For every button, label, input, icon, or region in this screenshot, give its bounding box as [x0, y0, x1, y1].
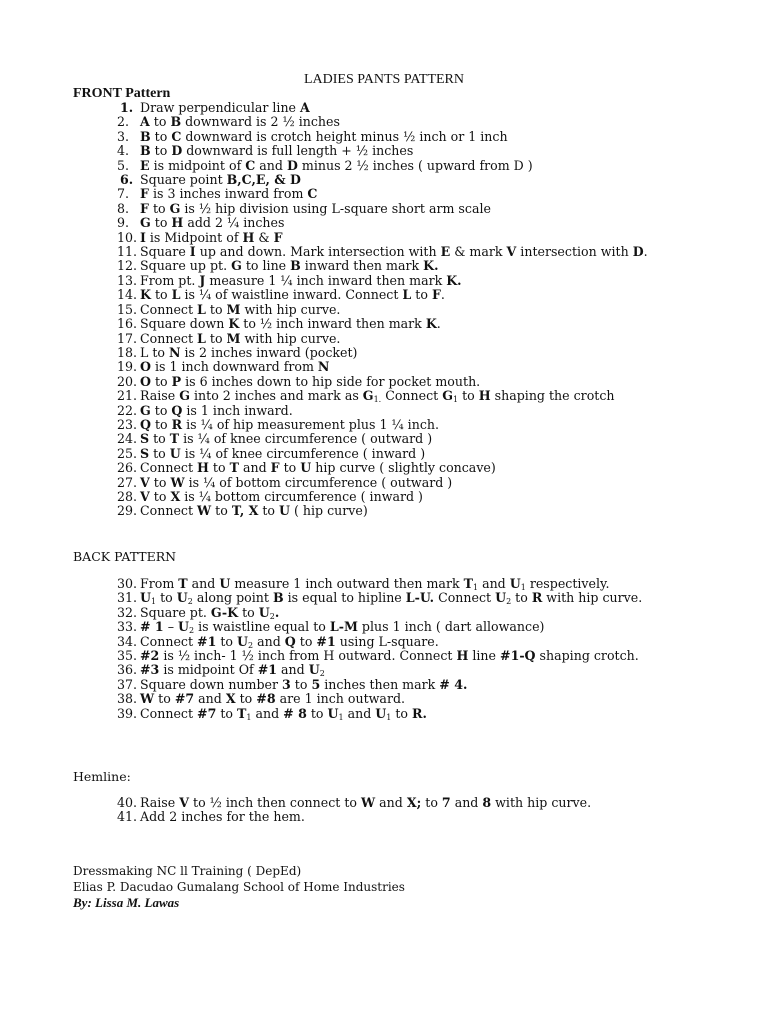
step-item — [117, 692, 682, 706]
step-text: Square up pt. G to line B inward then mark K. — [140, 258, 439, 274]
step-item — [117, 231, 682, 245]
step-text: Square point B,C,E, & D — [140, 172, 301, 188]
step-item — [117, 577, 682, 591]
step-item — [117, 303, 682, 317]
step-text: W to #7 and X to #8 are 1 inch outward. — [140, 691, 406, 707]
step-number: 7. — [117, 186, 130, 202]
back-steps-list — [117, 577, 682, 721]
step-item — [117, 115, 682, 129]
step-number: 25. — [117, 445, 138, 461]
step-text: #2 is ½ inch- 1 ½ inch from H outward. Connect H line #1-Q shaping crotch. — [140, 648, 639, 664]
front-steps-list — [117, 101, 682, 519]
step-number: 3. — [117, 128, 130, 144]
step-text: Add 2 inches for the hem. — [140, 809, 305, 825]
back-pattern-heading: BACK PATTERN — [73, 549, 177, 564]
step-number: 18. — [117, 344, 138, 360]
step-text: Square down number 3 to 5 inches then mark # 4. — [140, 676, 468, 692]
step-item — [117, 101, 682, 115]
step-item — [117, 810, 682, 824]
step-number: 34. — [117, 633, 138, 649]
step-text: Connect L to M with hip curve. — [140, 330, 341, 346]
step-number: 4. — [117, 143, 130, 159]
step-text: A to B downward is 2 ½ inches — [140, 114, 340, 130]
footer — [73, 864, 405, 911]
step-number: 40. — [117, 795, 138, 810]
step-item — [117, 216, 682, 230]
step-number: 12. — [117, 258, 138, 274]
step-item — [117, 620, 682, 634]
step-text: F to G is ½ hip division using L-square short arm scale — [140, 200, 491, 216]
step-item — [117, 259, 682, 273]
step-text: S to U is ¼ of knee circumference ( inward ) — [140, 445, 426, 461]
step-item — [117, 346, 682, 360]
step-number: 20. — [117, 373, 138, 389]
step-item — [117, 144, 682, 158]
step-item — [117, 504, 682, 518]
step-item — [117, 404, 682, 418]
step-text: #3 is midpoint Of #1 and $U_2$ — [140, 662, 325, 679]
step-number: 9. — [117, 215, 130, 231]
step-number: 1. — [120, 100, 134, 115]
step-item — [117, 663, 682, 677]
step-text: L to N is 2 inches inward (pocket) — [140, 344, 358, 360]
step-item — [117, 202, 682, 216]
step-text: Connect W to T, X to U ( hip curve) — [140, 503, 368, 519]
step-number: 8. — [117, 200, 130, 216]
step-number: 17. — [117, 330, 138, 346]
step-text: Connect L to M with hip curve. — [140, 301, 341, 317]
step-number: 22. — [117, 402, 138, 418]
step-item — [117, 173, 682, 187]
step-text: Raise G into 2 inches and mark as $G_{1.}$ Connect $G_1$ to H shaping the crotch — [140, 388, 615, 405]
step-item — [117, 649, 682, 663]
step-text: Square down K to ½ inch inward then mark K. — [140, 316, 441, 332]
step-text: From pt. J measure 1 ¼ inch inward then mark K. — [140, 272, 462, 288]
step-item — [117, 360, 682, 374]
hemline-heading: Hemline: — [73, 769, 131, 784]
step-text: Raise V to ½ inch then connect to W and X; to 7 and 8 with hip curve. — [140, 795, 592, 810]
step-number: 28. — [117, 488, 138, 504]
footer-school: Elias P. Dacudao Gumalang School of Home Industries — [73, 879, 405, 894]
step-number: 30. — [117, 576, 138, 591]
step-text: G to Q is 1 inch inward. — [140, 402, 293, 418]
step-item — [117, 606, 682, 620]
step-number: 41. — [117, 809, 138, 825]
step-number: 21. — [117, 388, 138, 404]
step-number: 33. — [117, 619, 138, 635]
step-item — [117, 187, 682, 201]
step-text: Square I up and down. Mark intersection with E & mark V intersection with D. — [140, 244, 648, 260]
step-text: Connect #1 to $U_2$ and Q to #1 using L-square. — [140, 633, 439, 650]
step-text: V to X is ¼ bottom circumference ( inward ) — [140, 488, 423, 504]
step-text: Draw perpendicular line A — [140, 100, 310, 115]
step-number: 37. — [117, 676, 138, 692]
step-text: O to P is 6 inches down to hip side for pocket mouth. — [140, 373, 481, 389]
hemline-steps-list — [117, 796, 682, 825]
step-item — [117, 288, 682, 302]
step-number: 31. — [117, 590, 138, 606]
step-number: 2. — [117, 114, 130, 130]
step-number: 26. — [117, 460, 138, 476]
step-text: S to T is ¼ of knee circumference ( outward ) — [140, 431, 433, 447]
step-item — [117, 274, 682, 288]
step-item — [117, 678, 682, 692]
step-number: 23. — [117, 416, 138, 432]
step-text: # $1 - U_2$ is waistline equal to L-M plus 1 inch ( dart allowance) — [140, 619, 545, 636]
step-number: 10. — [117, 229, 138, 245]
step-item — [117, 635, 682, 649]
step-text: From T and U measure 1 inch outward then mark $T_1$ and $U_1$ respectively. — [140, 576, 610, 592]
step-item — [117, 332, 682, 346]
step-text: Connect #7 to $T_1$ and # 8 to $U_1$ and $U_1$ to R. — [140, 705, 427, 722]
step-item — [117, 130, 682, 144]
step-item — [117, 245, 682, 259]
step-text: E is midpoint of C and D minus 2 ½ inches ( upward from D ) — [140, 157, 533, 173]
step-number: 32. — [117, 604, 138, 620]
step-item — [117, 447, 682, 461]
step-text: Q to R is ¼ of hip measurement plus 1 ¼ inch. — [140, 416, 439, 432]
step-number: 19. — [117, 359, 138, 375]
step-number: 15. — [117, 301, 138, 317]
step-text: K to L is ¼ of waistline inward. Connect L to F. — [140, 287, 445, 303]
step-number: 35. — [117, 648, 138, 664]
step-number: 14. — [117, 287, 138, 303]
step-text: Square pt. G-K to $U_2$. — [140, 604, 280, 621]
front-pattern-heading: FRONT Pattern — [73, 86, 171, 101]
step-number: 13. — [117, 272, 138, 288]
step-number: 11. — [117, 244, 138, 260]
step-item — [117, 159, 682, 173]
step-text: G to H add 2 ¼ inches — [140, 215, 285, 231]
step-item — [117, 476, 682, 490]
step-number: 16. — [117, 316, 138, 332]
step-text: O is 1 inch downward from N — [140, 359, 330, 375]
step-item — [117, 418, 682, 432]
step-text: I is Midpoint of H & F — [140, 229, 283, 245]
step-number: 27. — [117, 474, 138, 490]
step-item — [117, 461, 682, 475]
step-text: B to D downward is full length + ½ inches — [140, 143, 414, 159]
step-text: V to W is ¼ of bottom circumference ( outward ) — [140, 474, 453, 490]
step-number: 36. — [117, 662, 138, 678]
step-number: 24. — [117, 431, 138, 447]
step-number: 39. — [117, 705, 138, 721]
step-item — [117, 389, 682, 403]
step-item — [117, 432, 682, 446]
step-text: $U_1$ to $U_2$ along point B is equal to hipline L-U. Connect $U_2$ to R with hip curve. — [140, 590, 643, 607]
step-item — [117, 317, 682, 331]
step-item — [117, 707, 682, 721]
step-text: Connect H to T and F to U hip curve ( slightly concave) — [140, 460, 496, 476]
step-number: 38. — [117, 691, 138, 707]
step-text: F is 3 inches inward from C — [140, 186, 318, 202]
step-item — [117, 375, 682, 389]
step-number: 29. — [117, 503, 138, 519]
footer-author: By: Lissa M. Lawas — [73, 895, 180, 910]
step-text: B to C downward is crotch height minus ½ inch or 1 inch — [140, 128, 508, 144]
step-item — [117, 591, 682, 605]
document-title: LADIES PANTS PATTERN — [304, 72, 464, 87]
step-item — [117, 490, 682, 504]
step-number: 6. — [120, 172, 134, 188]
step-number: 5. — [117, 157, 130, 173]
footer-training: Dressmaking NC ll Training ( DepEd) — [73, 864, 302, 878]
step-item — [117, 796, 682, 810]
